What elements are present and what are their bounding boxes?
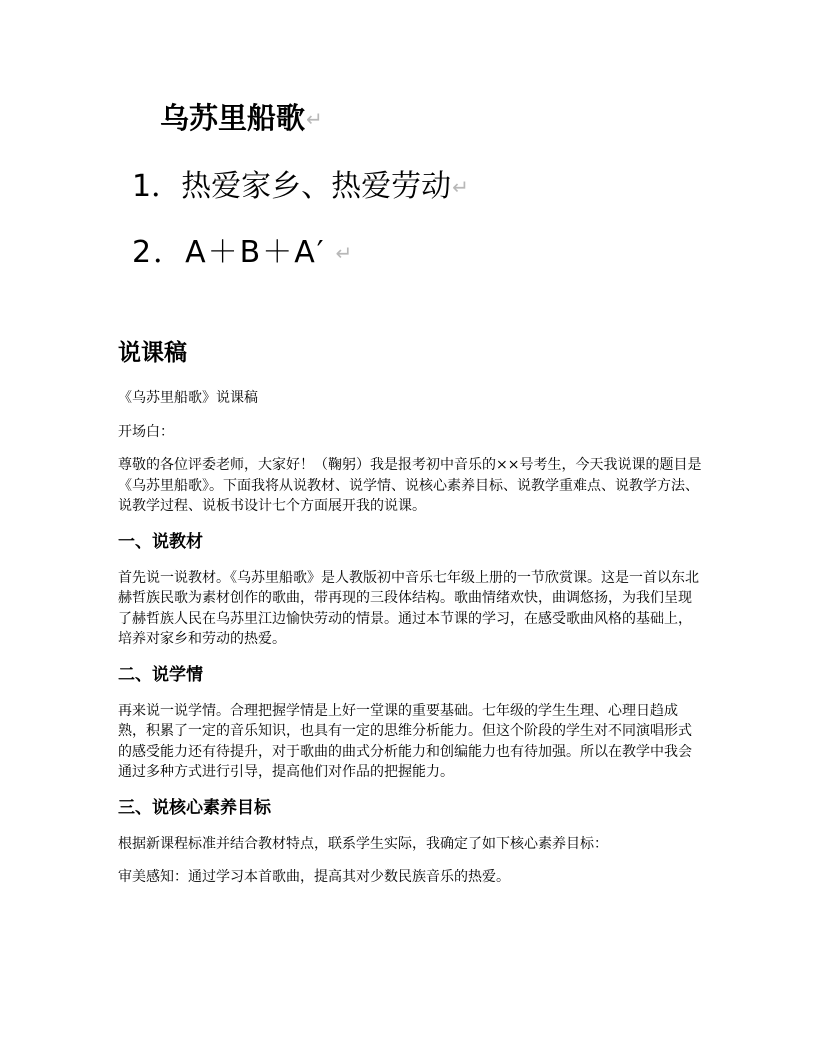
return-mark-icon: ↵ [452,175,469,199]
paragraph-goals: 根据新课程标准并结合教材特点，联系学生实际，我确定了如下核心素养目标： [118,835,608,852]
return-mark-icon: ↵ [335,241,355,265]
banner-item-1-text: 1．热爱家乡、热爱劳动 [132,169,452,204]
paragraph-greeting: 尊敬的各位评委老师，大家好！（鞠躬）我是报考初中音乐的××号考生，今天我说课的题目是《乌苏里船歌》。下面我将从说教材、说学情、说核心素养目标、说教学重难点、说教学方法、说教学过程、说板书设计七个方面展开我的说课。 [118,457,702,514]
paragraph-students: 再来说一说学情。合理把握学情是上好一堂课的重要基础。七年级的学生生理、心理日趋成熟，积累了一定的音乐知识，也具有一定的思维分析能力。但这个阶段的学生对不同演唱形式的感受能力还有待提升，对于歌曲的曲式分析能力和创编能力也有待加强。所以在教学中我会通过多种方式进行引导，提高他们对作品的把握能力。 [118,702,692,780]
document-body [118,388,703,901]
paragraph-textbook: 首先说一说教材。《乌苏里船歌》是人教版初中音乐七年级上册的一节欣赏课。这是一首以东北赫哲族民歌为素材创作的歌曲，带再现的三段体结构。歌曲情绪欢快，曲调悠扬，为我们呈现了赫哲族人民在乌苏里江边愉快劳动的情景。通过本节课的学习，在感受歌曲风格的基础上，培养对家乡和劳动的热爱。 [118,569,699,647]
banner-title-text: 乌苏里船歌 [160,101,306,135]
heading-textbook: 一、说教材 [118,531,203,552]
paragraph-opening: 开场白： [118,423,174,440]
banner-item-2 [132,235,355,270]
return-mark-icon: ↵ [306,107,323,131]
heading-students: 二、说学情 [118,664,203,685]
heading-goals: 三、说核心素养目标 [118,797,271,818]
document-title: 说课稿 [118,340,187,366]
banner-title [160,101,323,135]
banner-item-2-text: 2．A＋B＋A′ [132,235,326,270]
paragraph-lesson-title: 《乌苏里船歌》说课稿 [118,390,258,406]
paragraph-aesthetic: 审美感知：通过学习本首歌曲，提高其对少数民族音乐的热爱。 [118,869,510,885]
banner-item-1 [132,169,469,204]
